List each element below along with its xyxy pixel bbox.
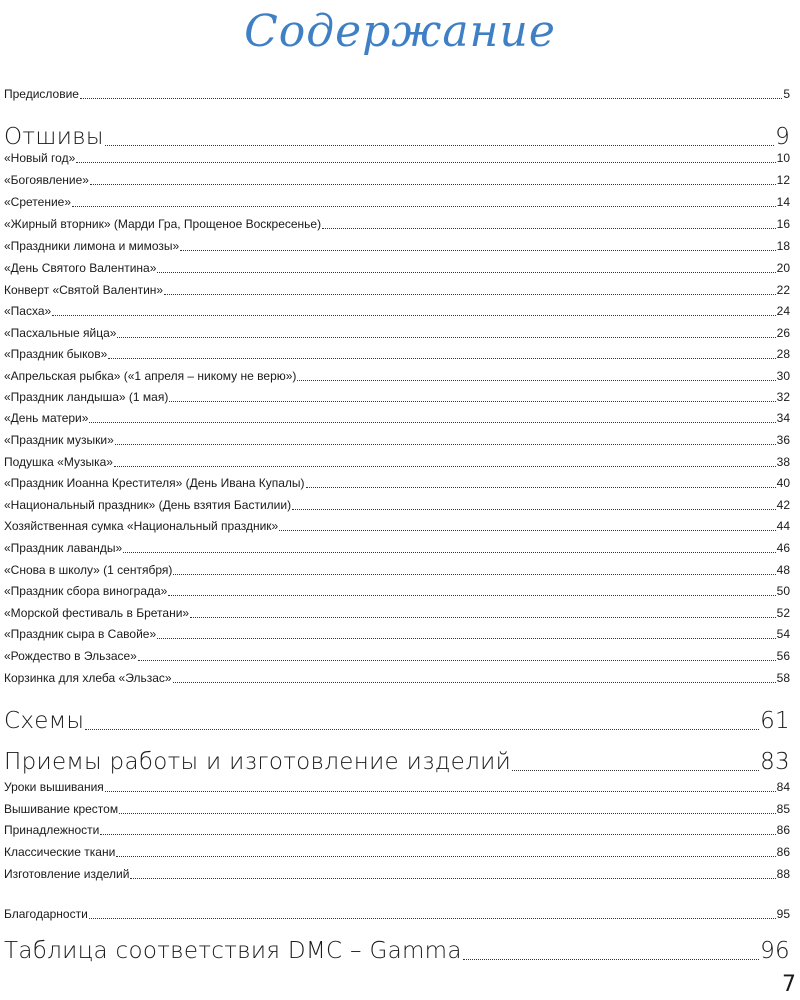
toc-entry-label: «Апрельская рыбка» («1 апреля – никому не верю») (4, 369, 297, 383)
dot-leader (173, 682, 776, 683)
dot-leader (89, 422, 775, 423)
toc-entry-label: «Национальный праздник» (День взятия Бастилии) (4, 498, 292, 512)
toc-entry-page: 9 (775, 124, 790, 150)
toc-entry-page: 20 (776, 261, 790, 275)
dot-leader (52, 315, 775, 316)
toc-entry-page: 16 (776, 217, 790, 231)
toc-entry-label: «Пасхальные яйца» (4, 326, 117, 340)
toc-entry-label: Уроки вышивания (4, 780, 104, 794)
toc-entry-page: 42 (776, 498, 790, 512)
toc-entry-page: 18 (776, 239, 790, 253)
toc-entry[interactable] (4, 906, 790, 922)
dot-leader (169, 401, 775, 402)
toc-entry-page: 84 (776, 780, 790, 794)
toc-entry-page: 28 (776, 347, 790, 361)
dot-leader (180, 250, 775, 251)
dot-leader (108, 358, 775, 359)
toc-entry-page: 46 (776, 541, 790, 555)
toc-section-entry[interactable] (4, 122, 790, 152)
toc-entry[interactable] (4, 540, 790, 556)
dot-leader (85, 729, 759, 730)
toc-section-entry[interactable] (4, 936, 790, 966)
toc-entry-label: «Рождество в Эльзасе» (4, 649, 137, 663)
dot-leader (76, 162, 775, 163)
toc-entry-label: «День Святого Валентина» (4, 261, 157, 275)
dot-leader (90, 184, 776, 185)
toc-entry-label: Вышивание крестом (4, 802, 119, 816)
toc-entry[interactable] (4, 432, 790, 448)
toc-entry-label: «Праздник сбора винограда» (4, 584, 168, 598)
toc-entry-label: «Праздники лимона и мимозы» (4, 239, 180, 253)
toc-entry[interactable] (4, 562, 790, 578)
toc-entry-page: 36 (776, 433, 790, 447)
toc-entry-page: 40 (776, 476, 790, 490)
toc-entry[interactable] (4, 325, 790, 341)
toc-entry[interactable] (4, 194, 790, 210)
dot-leader (297, 380, 775, 381)
toc-entry-label: Подушка «Музыка» (4, 455, 113, 469)
toc-entry-page: 96 (760, 938, 790, 964)
toc-entry-page: 10 (776, 151, 790, 165)
dot-leader (168, 595, 775, 596)
toc-entry-page: 83 (760, 749, 790, 775)
toc-entry-page: 50 (776, 584, 790, 598)
dot-leader (114, 466, 776, 467)
toc-entry-label: «Праздник ландыша» (1 мая) (4, 390, 169, 404)
toc-entry-label: Изготовление изделий (4, 867, 130, 881)
toc-entry[interactable] (4, 670, 790, 686)
toc-entry[interactable] (4, 801, 790, 817)
toc-entry[interactable] (4, 866, 790, 882)
toc-entry-page: 38 (776, 455, 790, 469)
toc-entry[interactable] (4, 454, 790, 470)
dot-leader (105, 791, 776, 792)
toc-entry-page: 34 (776, 411, 790, 425)
toc-entry-page: 48 (776, 563, 790, 577)
toc-entry-label: Хозяйственная сумка «Национальный праздник» (4, 519, 279, 533)
toc-entry-page: 85 (776, 802, 790, 816)
toc-entry[interactable] (4, 260, 790, 276)
toc-entry-label: «Праздник сыра в Савойе» (4, 627, 157, 641)
page-number: 7 (782, 972, 796, 997)
toc-entry-page: 12 (776, 173, 790, 187)
toc-entry[interactable] (4, 389, 790, 405)
dot-leader (130, 878, 775, 879)
dot-leader (306, 487, 776, 488)
toc-entry-label: «Морской фестиваль в Бретани» (4, 606, 190, 620)
toc-entry-label: «Пасха» (4, 304, 52, 318)
toc-entry[interactable] (4, 648, 790, 664)
dot-leader (80, 98, 782, 99)
dot-leader (123, 552, 775, 553)
dot-leader (512, 770, 759, 771)
toc-entry-page: 58 (776, 671, 790, 685)
toc-entry-label: Благодарности (4, 907, 88, 921)
dot-leader (105, 145, 774, 146)
toc-entry-page: 56 (776, 649, 790, 663)
toc-entry-label: «Праздник Иоанна Крестителя» (День Ивана Купалы) (4, 476, 305, 490)
toc-entry[interactable] (4, 172, 790, 188)
toc-entry-label: Схемы (4, 708, 85, 734)
toc-entry[interactable] (4, 282, 790, 298)
dot-leader (115, 444, 776, 445)
toc-entry-label: «Праздник музыки» (4, 433, 114, 447)
toc-entry-page: 24 (776, 304, 790, 318)
dot-leader (190, 617, 776, 618)
toc-entry[interactable] (4, 216, 790, 232)
toc-entry-label: «Новый год» (4, 151, 76, 165)
toc-entry-label: «Сретение» (4, 195, 72, 209)
toc-entry-label: «Праздник быков» (4, 347, 108, 361)
dot-leader (157, 638, 776, 639)
toc-entry-label: «Праздник лаванды» (4, 541, 123, 555)
dot-leader (322, 228, 776, 229)
toc-entry[interactable] (4, 150, 790, 166)
dot-leader (119, 813, 776, 814)
toc-entry-page: 32 (776, 390, 790, 404)
toc-entry[interactable] (4, 518, 790, 534)
dot-leader (173, 574, 775, 575)
toc-entry[interactable] (4, 368, 790, 384)
toc-entry-page: 54 (776, 627, 790, 641)
toc-entry-label: «День матери» (4, 411, 89, 425)
dot-leader (116, 856, 775, 857)
toc-entry[interactable] (4, 583, 790, 599)
toc-entry-label: Таблица соответствия DMC – Gamma (4, 938, 462, 964)
toc-entry-label: «Богоявление» (4, 173, 89, 187)
toc-entry[interactable] (4, 475, 790, 491)
toc-entry[interactable] (4, 238, 790, 254)
dot-leader (157, 272, 775, 273)
toc-entry-page: 95 (776, 907, 790, 921)
dot-leader (279, 530, 775, 531)
toc-entry[interactable] (4, 626, 790, 642)
toc-entry-label: Предисловие (4, 87, 79, 101)
toc-entry[interactable] (4, 497, 790, 513)
toc-entry-label: Принадлежности (4, 823, 100, 837)
toc-entry[interactable] (4, 410, 790, 426)
toc-entry-label: «Снова в школу» (1 сентября) (4, 563, 173, 577)
toc-entry-label: Отшивы (4, 124, 104, 150)
toc-entry-page: 61 (760, 708, 790, 734)
dot-leader (89, 918, 776, 919)
toc-entry-page: 26 (776, 326, 790, 340)
toc-section-entry[interactable] (4, 747, 790, 777)
dot-leader (72, 206, 776, 207)
toc-entry[interactable] (4, 822, 790, 838)
toc-entry[interactable] (4, 86, 790, 102)
toc-entry[interactable] (4, 779, 790, 795)
toc-entry-label: «Жирный вторник» (Марди Гра, Прощеное Воскресенье) (4, 217, 322, 231)
toc-entry[interactable] (4, 346, 790, 362)
toc-entry-page: 14 (776, 195, 790, 209)
dot-leader (164, 294, 776, 295)
toc-entry-label: Конверт «Святой Валентин» (4, 283, 164, 297)
dot-leader (292, 509, 776, 510)
toc-entry-page: 86 (776, 823, 790, 837)
dot-leader (463, 959, 759, 960)
dot-leader (138, 660, 776, 661)
toc-entry-label: Приемы работы и изготовление изделий (4, 749, 512, 775)
toc-entry[interactable] (4, 605, 790, 621)
toc-section-entry[interactable] (4, 706, 790, 736)
toc-entry[interactable] (4, 844, 790, 860)
toc-entry-label: Классические ткани (4, 845, 116, 859)
toc-entry-page: 44 (776, 519, 790, 533)
toc-entry-label: Корзинка для хлеба «Эльзас» (4, 671, 172, 685)
dot-leader (117, 337, 775, 338)
toc-entry-page: 22 (776, 283, 790, 297)
toc-entry[interactable] (4, 303, 790, 319)
dot-leader (100, 834, 775, 835)
toc-entry-page: 86 (776, 845, 790, 859)
toc-entry-page: 52 (776, 606, 790, 620)
toc-entry-page: 88 (776, 867, 790, 881)
page-title: Содержание (244, 6, 556, 57)
toc-entry-page: 5 (783, 87, 790, 101)
toc-entry-page: 30 (776, 369, 790, 383)
